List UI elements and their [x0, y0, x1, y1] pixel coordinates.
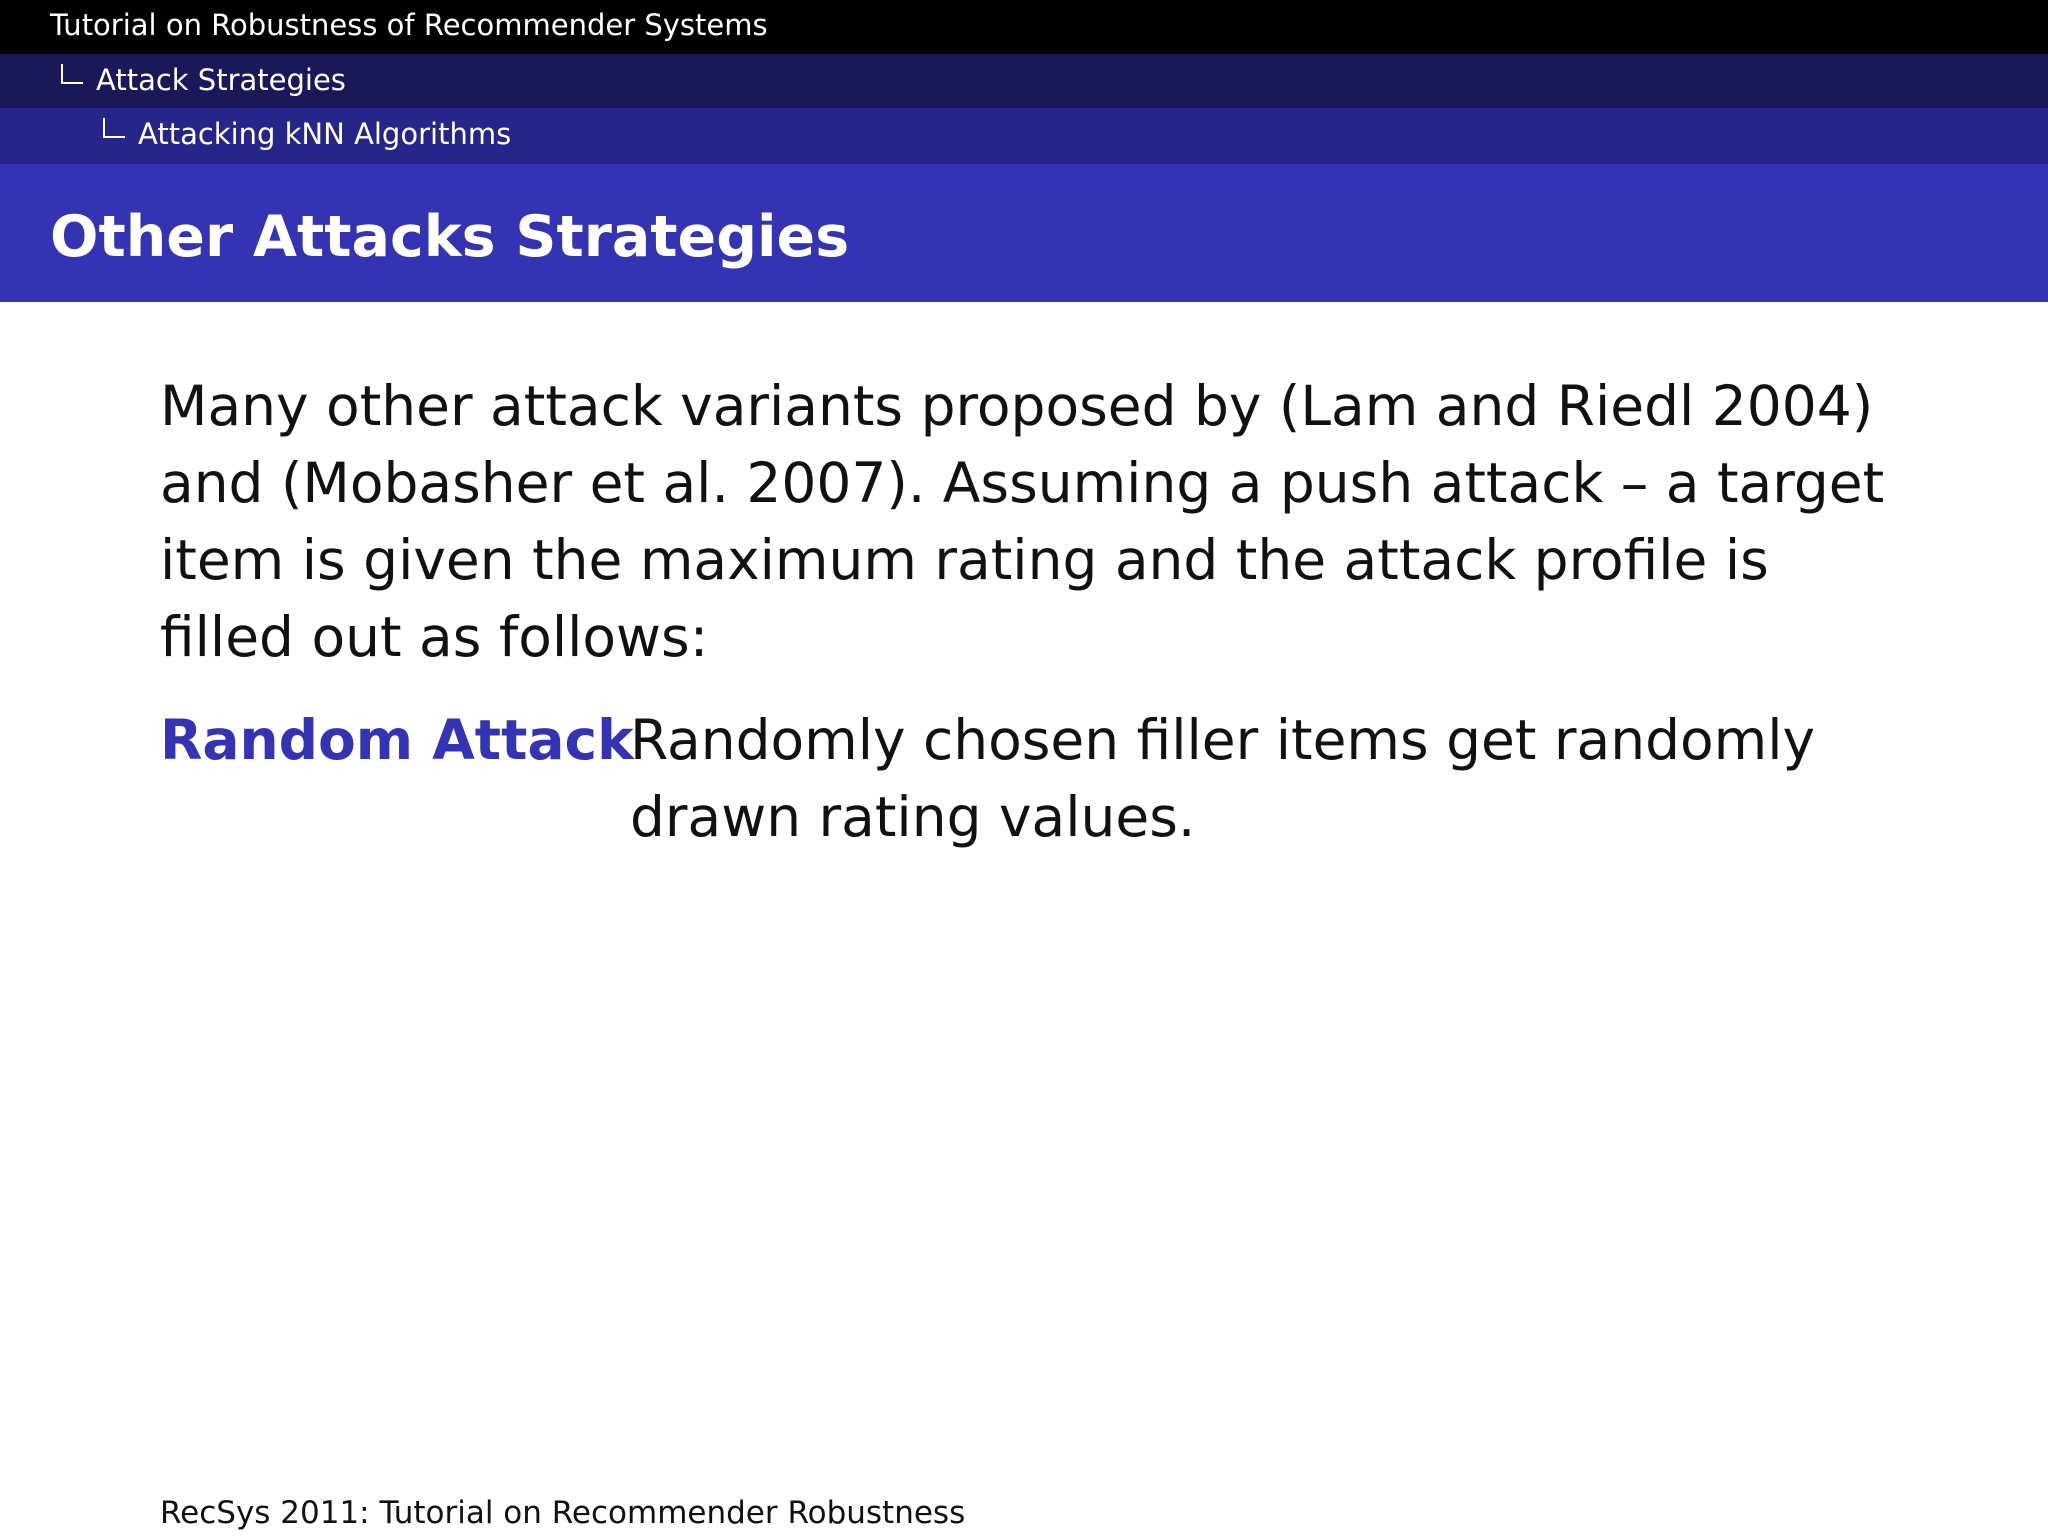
slide-title-bar	[0, 164, 2048, 302]
breadcrumb-subsubsection[interactable]	[0, 108, 2048, 164]
description-item	[160, 702, 1900, 856]
item-description: Randomly chosen filler items get randomly drawn rating values.	[630, 708, 1816, 849]
intro-paragraph: Many other attack variants proposed by (Lam and Riedl 2004) and (Mobasher et al. 2007). Assuming a push attack – a target item is given the maximum rating and the attack profile is filled out as follows:	[160, 374, 1885, 669]
slide-content	[160, 368, 1900, 856]
item-term: Random Attack	[160, 708, 634, 772]
slide-title: Other Attacks Strategies	[50, 204, 850, 270]
breadcrumb-subsection[interactable]	[0, 54, 2048, 108]
tree-branch-icon	[61, 64, 83, 84]
tree-branch-icon	[103, 118, 125, 138]
footer-text: RecSys 2011: Tutorial on Recommender Robustness	[160, 1495, 966, 1531]
section-title: Tutorial on Robustness of Recommender Systems	[50, 8, 768, 42]
subsubsection-title: Attacking kNN Algorithms	[138, 117, 512, 151]
subsection-title: Attack Strategies	[96, 63, 346, 97]
breadcrumb-section[interactable]	[0, 0, 2048, 54]
